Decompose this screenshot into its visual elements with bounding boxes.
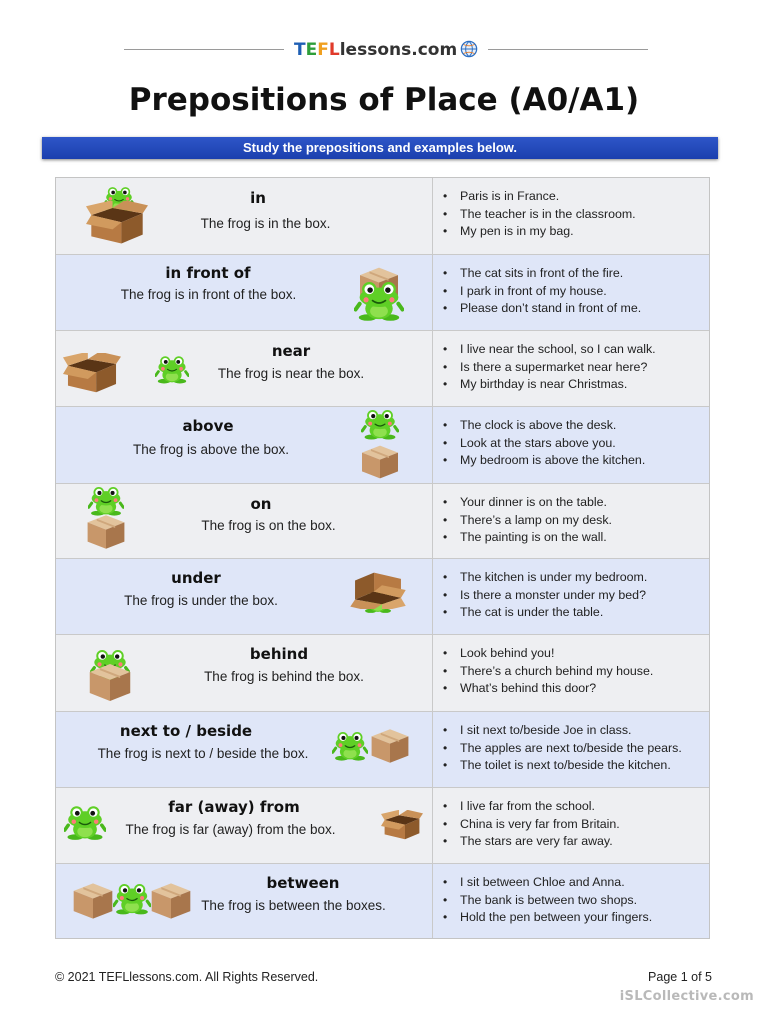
illustration-cell	[56, 178, 433, 254]
list-item: • The apples are next to/beside the pears.	[441, 740, 682, 758]
list-item: • I sit next to/beside Joe in class.	[441, 722, 682, 740]
table-row-above	[56, 407, 709, 484]
site-logo-row	[124, 38, 648, 62]
list-item: • Hold the pen between your fingers.	[441, 909, 652, 927]
list-item: • The cat sits in front of the fire.	[441, 265, 641, 283]
watermark: iSLCollective.com	[619, 989, 754, 1004]
list-item: • My pen is in my bag.	[441, 223, 636, 241]
globe-icon	[460, 40, 478, 58]
illustration-cell	[56, 864, 433, 938]
examples-list	[441, 341, 656, 394]
page-number: Page 1 of 5	[648, 970, 712, 984]
example-sentence: The frog is near the box.	[217, 366, 365, 381]
frog-image	[64, 806, 106, 844]
preposition-label: near	[271, 342, 311, 360]
preposition-label: behind	[249, 645, 309, 663]
preposition-label: between	[266, 874, 340, 892]
instruction-banner: Study the prepositions and examples below.	[42, 137, 718, 159]
list-item: • Is there a supermarket near here?	[441, 359, 656, 377]
example-sentence: The frog is between the boxes.	[201, 898, 386, 913]
list-item: • What’s behind this door?	[441, 680, 653, 698]
list-item: • The painting is on the wall.	[441, 529, 612, 547]
table-row-far-away-from	[56, 788, 709, 864]
preposition-label: above	[182, 417, 234, 435]
table-row-behind	[56, 635, 709, 712]
illustration-cell	[56, 331, 433, 406]
table-row-near	[56, 331, 709, 407]
example-sentence: The frog is in front of the box.	[120, 287, 297, 302]
illustration-cell	[56, 407, 433, 483]
illustration-cell	[56, 255, 433, 330]
list-item: • The toilet is next to/beside the kitchen.	[441, 757, 682, 775]
frog-in-box-image	[84, 185, 150, 249]
list-item: • I sit between Chloe and Anna.	[441, 874, 652, 892]
preposition-label: in	[250, 189, 266, 207]
list-item: • There’s a church behind my house.	[441, 663, 653, 681]
list-item: • The bank is between two shops.	[441, 892, 652, 910]
list-item: • Please don’t stand in front of me.	[441, 300, 641, 318]
illustration-cell	[56, 484, 433, 558]
table-row-in	[56, 178, 709, 255]
preposition-label: next to / beside	[119, 722, 253, 740]
list-item: • Is there a monster under my bed?	[441, 587, 647, 605]
preposition-label: far (away) from	[168, 798, 300, 816]
list-item: • The teacher is in the classroom.	[441, 206, 636, 224]
list-item: • The clock is above the desk.	[441, 417, 645, 435]
open-box-image	[63, 353, 121, 395]
illustration-cell	[56, 788, 433, 863]
copyright-notice: © 2021 TEFLlessons.com. All Rights Reserved.	[55, 970, 319, 984]
example-sentence: The frog is on the box.	[201, 518, 336, 533]
table-row-under	[56, 559, 709, 635]
frog-image	[155, 356, 189, 386]
illustration-cell	[56, 712, 433, 787]
preposition-label: on	[250, 495, 272, 513]
examples-list	[441, 645, 653, 698]
site-logo-text: TEFLlessons.com	[294, 40, 458, 60]
list-item: • The cat is under the table.	[441, 604, 647, 622]
frog-between-boxes-image	[72, 880, 192, 922]
frog-behind-box-image	[86, 650, 134, 704]
list-item: • Your dinner is on the table.	[441, 494, 612, 512]
list-item: • I live near the school, so I can walk.	[441, 341, 656, 359]
example-sentence: The frog is next to / beside the box.	[97, 746, 309, 761]
list-item: • China is very far from Britain.	[441, 816, 620, 834]
table-row-next-to-beside	[56, 712, 709, 788]
examples-list	[441, 265, 641, 318]
divider-right	[488, 49, 648, 50]
divider-left	[124, 49, 284, 50]
site-logo	[294, 38, 478, 62]
frog-in-front-of-box-image	[352, 266, 406, 324]
list-item: • The stars are very far away.	[441, 833, 620, 851]
example-sentence: The frog is far (away) from the box.	[125, 822, 336, 837]
examples-list	[441, 798, 620, 851]
preposition-label: under	[171, 569, 221, 587]
examples-list	[441, 874, 652, 927]
examples-list	[441, 494, 612, 547]
examples-list	[441, 569, 647, 622]
table-row-between	[56, 864, 709, 938]
example-sentence: The frog is in the box.	[200, 216, 331, 231]
frog-above-box-image	[357, 410, 403, 482]
frog-under-box-image	[349, 571, 407, 615]
example-sentence: The frog is under the box.	[124, 593, 278, 608]
list-item: • There’s a lamp on my desk.	[441, 512, 612, 530]
frog-on-box-image	[84, 487, 128, 553]
table-row-in-front-of	[56, 255, 709, 331]
list-item: • I live far from the school.	[441, 798, 620, 816]
list-item: • Look behind you!	[441, 645, 653, 663]
list-item: • Look at the stars above you.	[441, 435, 645, 453]
example-sentence: The frog is above the box.	[132, 442, 290, 457]
frog-next-to-box-image	[332, 727, 412, 765]
list-item: • My bedroom is above the kitchen.	[441, 452, 645, 470]
illustration-cell	[56, 559, 433, 634]
illustration-cell	[56, 635, 433, 711]
open-box-image	[381, 810, 423, 842]
examples-list	[441, 188, 636, 241]
page-title: Prepositions of Place (A0/A1)	[128, 82, 640, 118]
list-item: • Paris is in France.	[441, 188, 636, 206]
prepositions-table	[55, 177, 710, 939]
example-sentence: The frog is behind the box.	[204, 669, 364, 684]
table-row-on	[56, 484, 709, 559]
preposition-label: in front of	[165, 264, 251, 282]
list-item: • I park in front of my house.	[441, 283, 641, 301]
examples-list	[441, 722, 682, 775]
examples-list	[441, 417, 645, 470]
list-item: • My birthday is near Christmas.	[441, 376, 656, 394]
list-item: • The kitchen is under my bedroom.	[441, 569, 647, 587]
